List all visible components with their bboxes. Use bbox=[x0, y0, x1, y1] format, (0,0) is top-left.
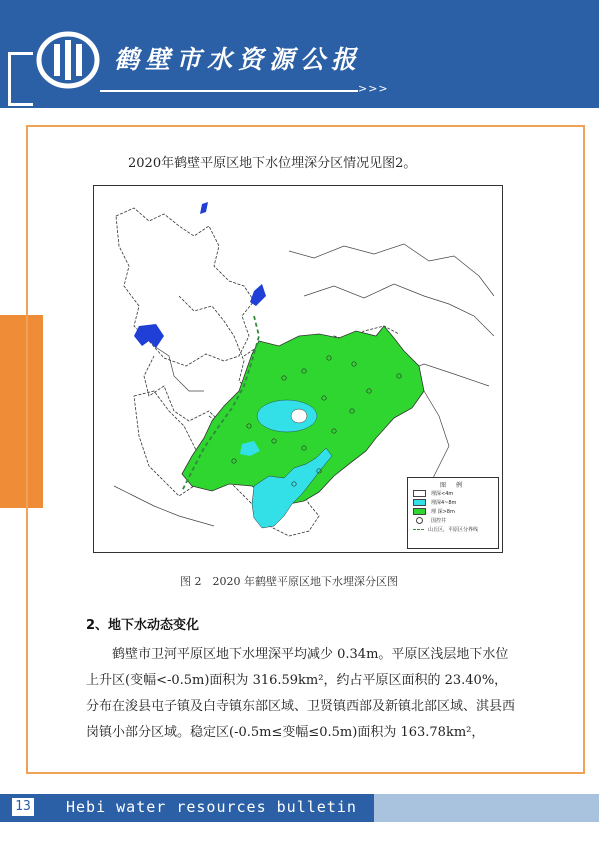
legend-swatch-mid bbox=[413, 499, 426, 506]
body-paragraph: 鹤壁市卫河平原区地下水埋深平均减少 0.34m。平原区浅层地下水位上升区(变幅<-0.5m)面积为 316.59km²，约占平原区面积的 23.40%，分布在浚县屯子镇及白寺镇东部区域、卫贤镇西部及新镇北部区域、淇县西岗镇小部分区域。稳定区(-0.5m≤变幅≤0.5m)面积为 163.78km²， bbox=[86, 647, 516, 740]
legend-label: 山丘区，平原区分界线 bbox=[428, 527, 479, 533]
legend-row bbox=[413, 489, 498, 498]
header-bracket-decoration bbox=[8, 52, 33, 106]
header-rule bbox=[100, 90, 358, 92]
legend-row bbox=[413, 507, 498, 516]
legend-row bbox=[413, 525, 498, 534]
groundwater-depth-map bbox=[93, 185, 503, 553]
legend-label: 埋深4~8m bbox=[431, 500, 457, 506]
section-heading: 2、地下水动态变化 bbox=[86, 618, 200, 633]
zone-depth-4-8m-center bbox=[257, 400, 317, 432]
map-legend bbox=[407, 477, 499, 549]
intro-text: 2020年鹤壁平原区地下水位埋深分区情况见图2。 bbox=[128, 156, 417, 171]
zone-depth-under-4m bbox=[291, 409, 307, 423]
footer-bar-light bbox=[374, 794, 599, 822]
legend-label: 埋深<4m bbox=[431, 491, 454, 497]
water-logo-icon bbox=[36, 30, 100, 90]
legend-label: 国控井 bbox=[431, 518, 447, 524]
legend-label: 埋 深>8m bbox=[431, 509, 455, 515]
legend-row bbox=[413, 516, 498, 525]
legend-swatch-shallow bbox=[413, 490, 426, 497]
figure-caption: 图 2 2020 年鹤壁平原区地下水埋深分区图 bbox=[180, 575, 398, 588]
page-number: 13 bbox=[12, 798, 34, 816]
lakes bbox=[134, 202, 266, 348]
legend-row bbox=[413, 498, 498, 507]
legend-title: 图 例 bbox=[440, 482, 466, 489]
header-arrows: >>> bbox=[358, 82, 389, 95]
legend-swatch-deep bbox=[413, 508, 426, 515]
well-circle-icon bbox=[416, 517, 423, 524]
boundary-dash-icon bbox=[413, 529, 424, 530]
bulletin-title: 鹤壁市水资源公报 bbox=[114, 45, 363, 74]
footer-title: Hebi water resources bulletin bbox=[66, 798, 357, 816]
page-header bbox=[0, 0, 599, 108]
